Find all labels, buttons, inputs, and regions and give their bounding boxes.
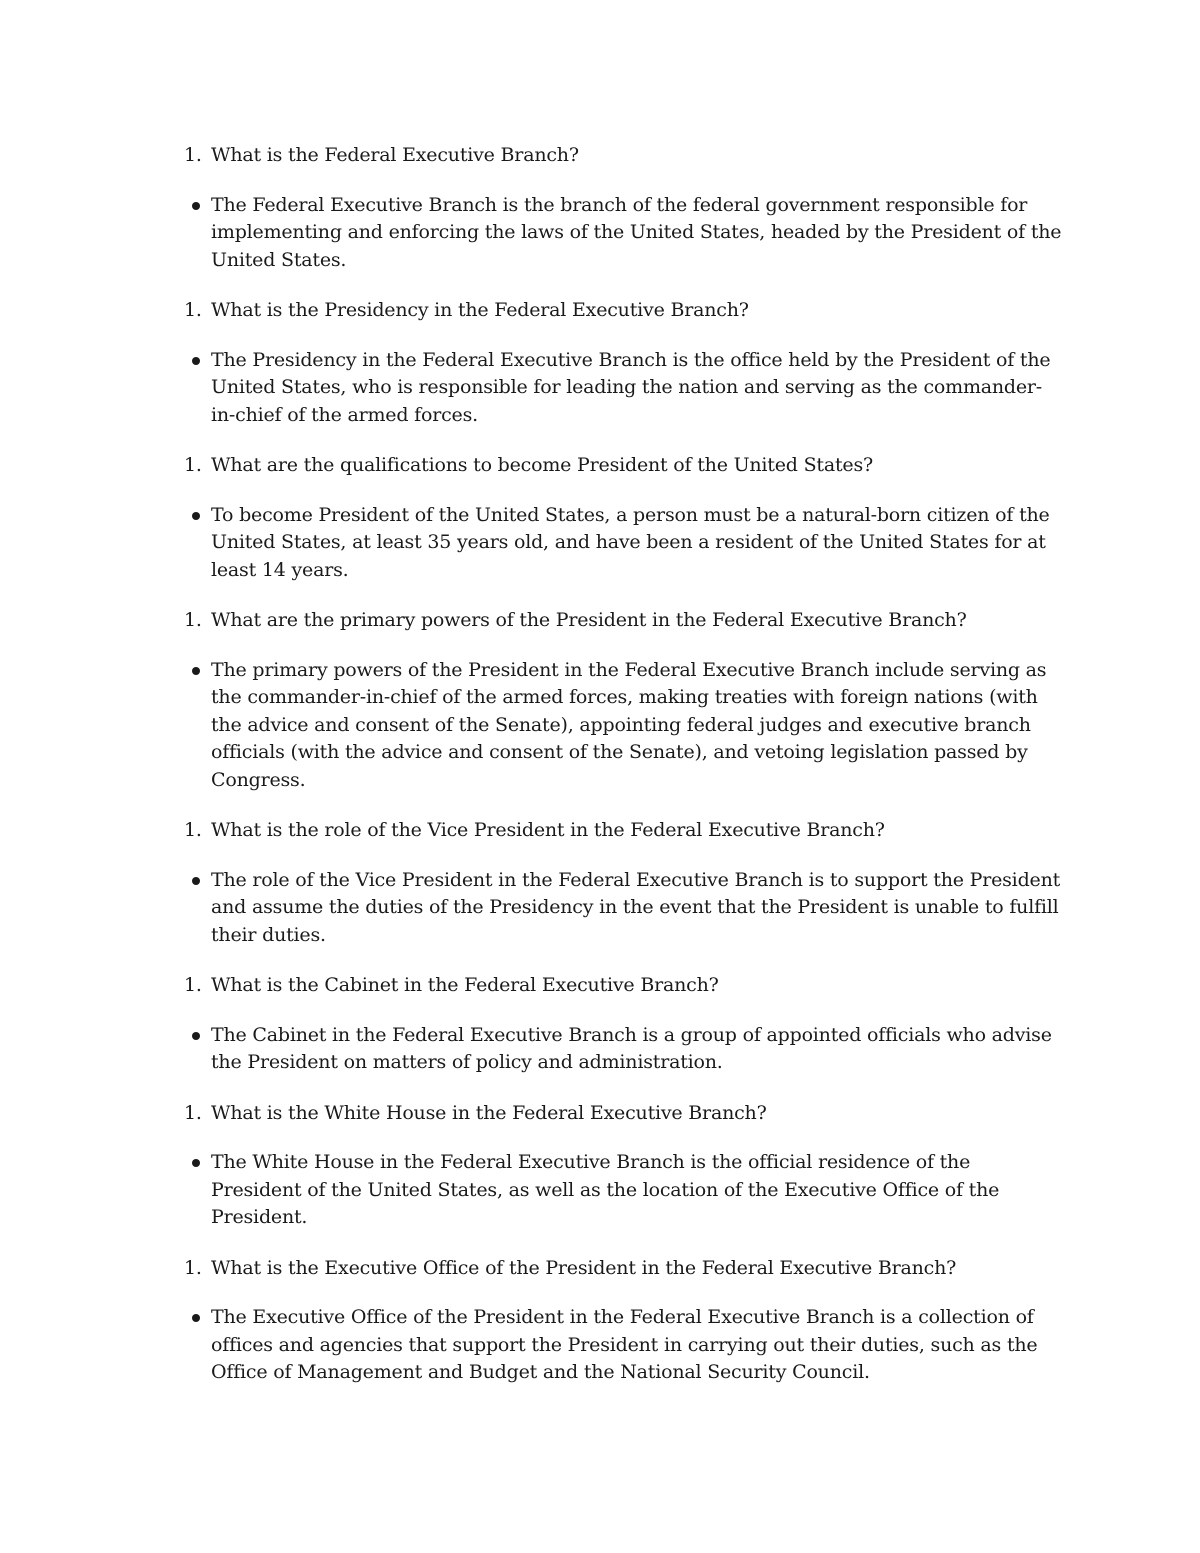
list-number: 1. (184, 299, 202, 321)
answer-text: To become President of the United States, a person must be a natural-born citizen of the United States, at least 35 years old, and have been a resident of the United States for at least 14 years. (211, 503, 1050, 581)
question-text: What is the Executive Office of the President in the Federal Executive Branch? (211, 1256, 957, 1279)
question-item-8 (182, 1255, 1062, 1283)
question-item-3 (182, 452, 1062, 480)
question-item-1 (182, 142, 1062, 170)
qa-list (182, 142, 1062, 1410)
answer-item-7 (182, 1149, 1062, 1232)
question-item-7 (182, 1100, 1062, 1128)
question-text: What are the primary powers of the President in the Federal Executive Branch? (211, 609, 967, 631)
question-text: What is the White House in the Federal Executive Branch? (211, 1101, 767, 1124)
question-text: What is the role of the Vice President in the Federal Executive Branch? (211, 819, 885, 841)
list-number: 1. (184, 819, 202, 841)
answer-text: The role of the Vice President in the Federal Executive Branch is to support the President and assume the duties of the Presidency in the event that the President is unable to fulfill their duties. (211, 868, 1061, 946)
answer-text: The Federal Executive Branch is the branch of the federal government responsible for implementing and enforcing the laws of the United States, headed by the President of the United States. (211, 193, 1062, 271)
answer-text: The Presidency in the Federal Executive Branch is the office held by the President of the United States, who is responsible for leading the nation and serving as the commander-in-chief of the armed forces. (211, 348, 1051, 426)
answer-item-3 (182, 502, 1062, 585)
answer-text: The primary powers of the President in the Federal Executive Branch include serving as the commander-in-chief of the armed forces, making treaties with foreign nations (with the advice and consent of the Senate), appointing federal judges and executive branch officials (with the advice and consent of the Senate), and vetoing legislation passed by Congress. (211, 658, 1047, 791)
answer-item-2 (182, 347, 1062, 430)
question-text: What is the Cabinet in the Federal Executive Branch? (211, 974, 719, 996)
list-number: 1. (184, 454, 202, 476)
question-text: What are the qualifications to become President of the United States? (211, 454, 873, 476)
answer-text: The Executive Office of the President in the Federal Executive Branch is a collection of offices and agencies that support the President in carrying out their duties, such as the Office of Management and Budget and the National Security Council. (211, 1306, 1038, 1383)
answer-item-1 (182, 192, 1062, 275)
list-number: 1. (184, 144, 202, 166)
answer-item-6 (182, 1022, 1062, 1077)
list-number: 1. (184, 609, 202, 631)
question-item-6 (182, 972, 1062, 1000)
answer-text: The Cabinet in the Federal Executive Branch is a group of appointed officials who advise the President on matters of policy and administration. (211, 1023, 1052, 1073)
answer-item-8 (182, 1304, 1062, 1387)
question-text: What is the Presidency in the Federal Executive Branch? (211, 299, 749, 321)
question-item-5 (182, 817, 1062, 845)
question-item-2 (182, 297, 1062, 325)
question-item-4 (182, 607, 1062, 635)
answer-text: The White House in the Federal Executive Branch is the official residence of the President of the United States, as well as the location of the Executive Office of the President. (211, 1151, 1000, 1228)
list-number: 1. (184, 1256, 202, 1279)
list-number: 1. (184, 1101, 202, 1124)
answer-item-5 (182, 867, 1062, 950)
question-text: What is the Federal Executive Branch? (211, 144, 579, 166)
answer-item-4 (182, 657, 1062, 795)
list-number: 1. (184, 974, 202, 996)
